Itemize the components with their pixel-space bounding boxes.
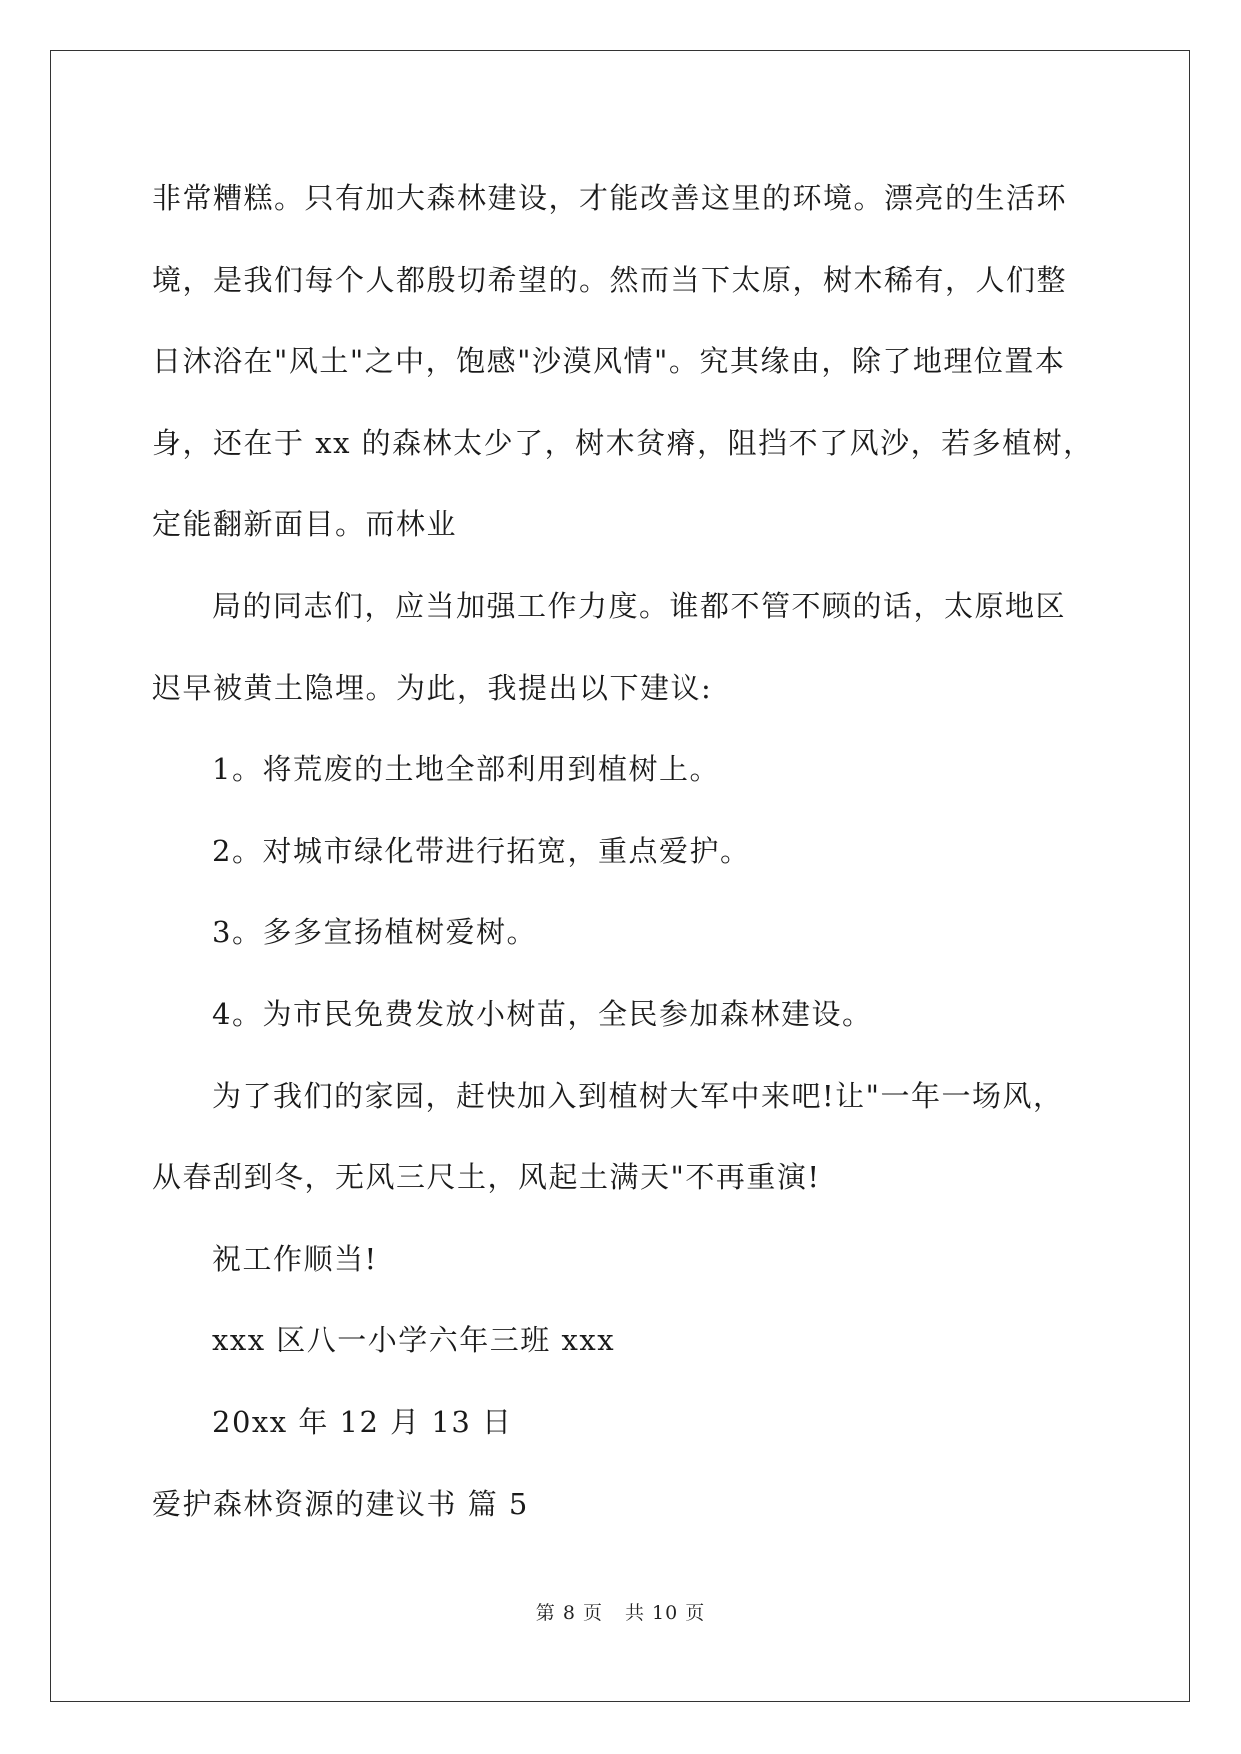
list-item-4: 4。为市民免费发放小树苗，全民参加森林建设。 (212, 996, 873, 1031)
signature: xxx 区八一小学六年三班 xxx (212, 1323, 616, 1358)
page-total: 共 10 页 (624, 1602, 706, 1624)
body-line: 定能翻新面目。而林业 (152, 507, 458, 542)
body-line: 非常糟糕。只有加大森林建设，才能改善这里的环境。漂亮的生活环 (152, 181, 1068, 215)
page-number: 第 8 页 (535, 1602, 603, 1624)
date-line: 20xx 年 12 月 13 日 (212, 1404, 513, 1439)
body-line: 迟早被黄土隐埋。为此，我提出以下建议: (152, 670, 713, 705)
document-body (152, 158, 1112, 1545)
list-item-2: 2。对城市绿化带进行拓宽，重点爱护。 (212, 833, 751, 868)
body-line: 境，是我们每个人都殷切希望的。然而当下太原，树木稀有，人们整 (152, 262, 1068, 297)
section-heading: 爱护森林资源的建议书 篇 5 (152, 1486, 529, 1521)
body-line: 身，还在于 xx 的森林太少了，树木贫瘠，阻挡不了风沙，若多植树， (152, 425, 1094, 460)
body-line: 日沐浴在"风土"之中，饱感"沙漠风情"。究其缘由，除了地理位置本 (152, 344, 1066, 379)
list-item-1: 1。将荒废的土地全部利用到植树上。 (212, 752, 720, 787)
page-footer (0, 1598, 1241, 1625)
body-line: 局的同志们，应当加强工作力度。谁都不管不顾的话，太原地区 (212, 588, 1067, 623)
body-line: 为了我们的家园，赶快加入到植树大军中来吧!让"一年一场风， (212, 1078, 1064, 1113)
list-item-3: 3。多多宣扬植树爱树。 (212, 915, 537, 950)
closing-greeting: 祝工作顺当! (212, 1241, 378, 1276)
body-line: 从春刮到冬，无风三尺土，风起土满天"不再重演! (152, 1160, 821, 1195)
